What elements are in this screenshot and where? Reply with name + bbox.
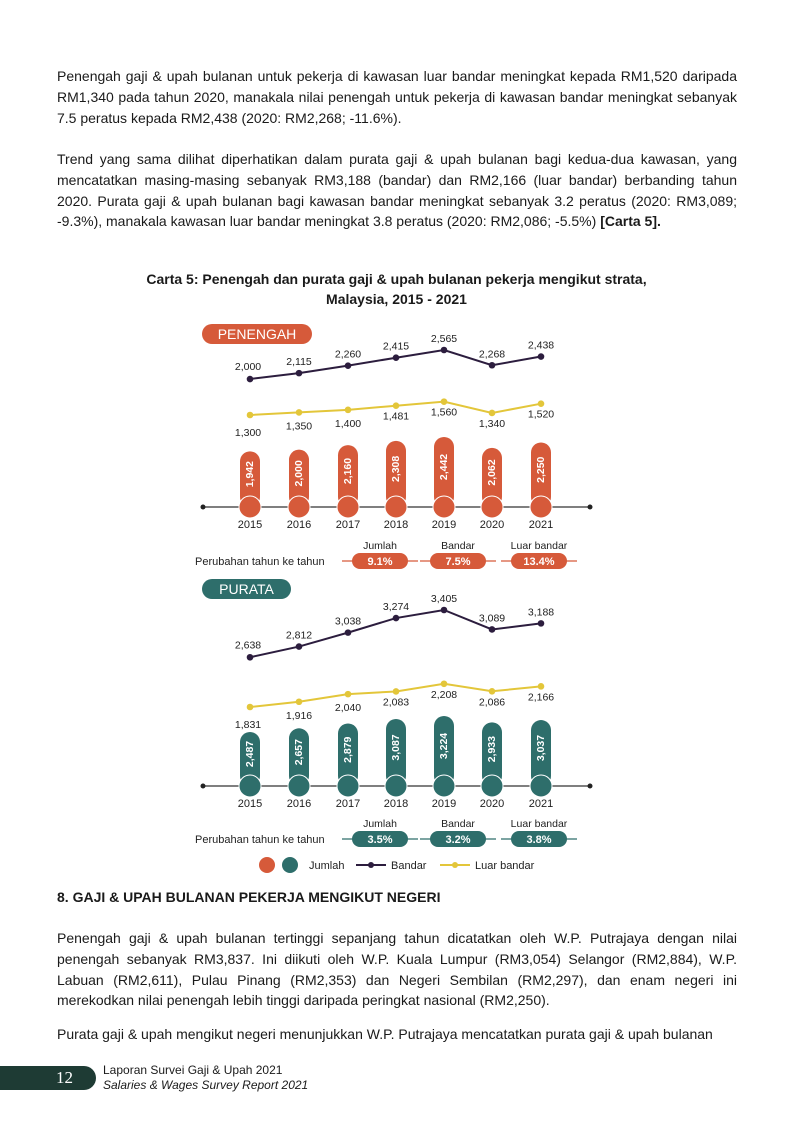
- bandar-point: [441, 607, 448, 614]
- yoy-value: 3.8%: [526, 834, 552, 846]
- luar-bandar-point: [489, 688, 496, 695]
- x-tick-label: 2015: [237, 798, 263, 810]
- luar-bandar-point: [538, 400, 545, 407]
- x-tick-label: 2021: [528, 519, 554, 531]
- luar-bandar-value-label: 2,086: [478, 696, 506, 709]
- bar-base-circle: [481, 496, 503, 518]
- axis-end-dot: [588, 784, 593, 789]
- yoy-header: Bandar: [441, 818, 475, 830]
- panel-label: PENENGAH: [217, 326, 297, 342]
- x-tick-label: 2018: [383, 519, 409, 531]
- luar-bandar-point: [247, 412, 254, 419]
- legend-luar-bandar-label: Luar bandar: [475, 860, 535, 872]
- luar-bandar-value-label: 2,040: [334, 702, 362, 715]
- luar-bandar-value-label: 2,166: [527, 691, 555, 704]
- yoy-header: Bandar: [441, 540, 475, 552]
- paragraph-mean-trend-text: Trend yang sama dilihat diperhatikan dalam purata gaji & upah bulanan bagi kedua-dua kawasan, yang mencatatkan masing-masing sebanyak RM3,188 (bandar) dan RM2,166 (luar bandar) berbanding tahun 2020. Purata gaji & upah bulanan bagi kawasan bandar meningkat sebanyak 3.2 peratus (2020: RM3,089; -9.3%), manakala kawasan luar bandar meningkat 3.8 peratus (2020: RM2,086; -5.5%): [57, 151, 737, 230]
- chart-title-line2: Malaysia, 2015 - 2021: [326, 291, 467, 307]
- bandar-value-label: 2,268: [478, 348, 506, 361]
- bandar-value-label: 3,089: [478, 612, 506, 625]
- bar-value-label: 2,933: [486, 736, 498, 763]
- chart-title-line1: Carta 5: Penengah dan purata gaji & upah bulanan pekerja mengikut strata,: [146, 271, 647, 287]
- x-tick-label: 2020: [479, 798, 505, 810]
- bar-base-circle: [239, 496, 261, 518]
- page-number: 12: [56, 1068, 73, 1087]
- yoy-value: 3.5%: [367, 834, 393, 846]
- bar-value-label: 2,442: [438, 453, 450, 481]
- legend-jumlah-median-swatch: [259, 857, 275, 873]
- bar-base-circle: [530, 775, 552, 797]
- yoy-header: Jumlah: [363, 818, 397, 830]
- yoy-label: Perubahan tahun ke tahun: [195, 834, 325, 846]
- bandar-value-label: 3,274: [382, 601, 410, 614]
- bandar-value-label: 2,260: [334, 348, 362, 361]
- luar-bandar-value-label: 1,481: [382, 410, 410, 423]
- footer-report-title: Laporan Survei Gaji & Upah 2021: [103, 1063, 283, 1077]
- yoy-header: Luar bandar: [510, 818, 568, 830]
- luar-bandar-point: [441, 680, 448, 687]
- bar-value-label: 2,000: [293, 460, 305, 487]
- bar-value-label: 2,250: [535, 456, 547, 483]
- footer-report-title-english: Salaries & Wages Survey Report 2021: [103, 1078, 309, 1092]
- bandar-point: [538, 353, 545, 360]
- bar-base-circle: [433, 775, 455, 797]
- luar-bandar-point: [538, 683, 545, 690]
- bar-value-label: 2,062: [486, 459, 498, 486]
- bar-value-label: 3,037: [535, 734, 547, 762]
- mean-chart: [0, 575, 793, 880]
- axis-end-dot: [588, 505, 593, 510]
- luar-bandar-point: [489, 410, 496, 417]
- x-tick-label: 2020: [479, 519, 505, 531]
- yoy-header: Jumlah: [363, 540, 397, 552]
- luar-bandar-value-label: 1,831: [234, 719, 262, 731]
- bandar-point: [296, 643, 303, 650]
- luar-bandar-point: [393, 688, 400, 695]
- median-chart: [0, 320, 793, 580]
- bar-base-circle: [288, 775, 310, 797]
- bandar-point: [296, 370, 303, 377]
- luar-bandar-value-label: 1,350: [285, 420, 313, 433]
- bandar-point: [247, 376, 254, 383]
- paragraph-mean-trend: [57, 149, 737, 232]
- bandar-point: [345, 629, 352, 636]
- axis-end-dot: [201, 784, 206, 789]
- luar-bandar-point: [393, 402, 400, 409]
- legend-bandar-dot: [368, 862, 374, 868]
- chart-reference: [Carta 5].: [600, 213, 661, 230]
- bandar-point: [393, 354, 400, 361]
- bar-value-label: 2,487: [244, 740, 256, 768]
- bar-base-circle: [433, 496, 455, 518]
- luar-bandar-value-label: 1,340: [478, 417, 506, 430]
- x-tick-label: 2021: [528, 798, 554, 810]
- luar-bandar-value-label: 2,208: [430, 688, 458, 701]
- bar-value-label: 3,224: [438, 732, 450, 760]
- section-heading: 8. GAJI & UPAH BULANAN PEKERJA MENGIKUT NEGERI: [57, 889, 441, 905]
- bandar-value-label: 3,038: [334, 615, 362, 628]
- paragraph-median-rural: Penengah gaji & upah bulanan untuk pekerja di kawasan luar bandar meningkat kepada RM1,520 daripada RM1,340 pada tahun 2020, manakala nilai penengah untuk pekerja di kawasan bandar meningkat sebanyak 7.5 peratus kepada RM2,438 (2020: RM2,268; -11.6%).: [57, 68, 737, 126]
- yoy-value: 13.4%: [523, 556, 555, 568]
- bandar-point: [345, 362, 352, 369]
- axis-end-dot: [201, 505, 206, 510]
- x-tick-label: 2016: [286, 798, 312, 810]
- bar-base-circle: [337, 775, 359, 797]
- luar-bandar-point: [441, 398, 448, 405]
- luar-bandar-value-label: 1,520: [527, 408, 555, 421]
- yoy-label: Perubahan tahun ke tahun: [195, 556, 325, 568]
- luar-bandar-value-label: 1,916: [285, 709, 313, 722]
- bar-value-label: 2,308: [390, 455, 402, 483]
- legend-jumlah-mean-swatch: [282, 857, 298, 873]
- bandar-value-label: 2,565: [430, 333, 458, 345]
- luar-bandar-value-label: 1,400: [334, 417, 362, 430]
- luar-bandar-point: [345, 407, 352, 414]
- bar-base-circle: [239, 775, 261, 797]
- bandar-value-label: 2,812: [285, 629, 313, 642]
- bandar-value-label: 3,188: [527, 606, 555, 619]
- chart-title: [100, 269, 693, 309]
- bar-value-label: 1,942: [244, 461, 256, 488]
- bar-value-label: 2,879: [342, 736, 354, 763]
- bandar-point: [538, 620, 545, 627]
- bar-value-label: 3,087: [390, 734, 402, 761]
- yoy-value: 9.1%: [367, 556, 393, 568]
- luar-bandar-value-label: 2,083: [382, 696, 410, 709]
- bandar-value-label: 3,405: [430, 593, 458, 605]
- x-tick-label: 2019: [431, 519, 457, 531]
- yoy-header: Luar bandar: [510, 540, 568, 552]
- bandar-point: [489, 362, 496, 369]
- bar-base-circle: [481, 775, 503, 797]
- x-tick-label: 2017: [335, 798, 361, 810]
- bandar-point: [441, 347, 448, 354]
- luar-bandar-point: [296, 409, 303, 416]
- bar-base-circle: [288, 496, 310, 518]
- luar-bandar-point: [345, 691, 352, 698]
- bar-base-circle: [337, 496, 359, 518]
- yoy-value: 7.5%: [445, 556, 471, 568]
- bandar-point: [393, 615, 400, 622]
- luar-bandar-value-label: 1,300: [234, 427, 262, 439]
- bandar-value-label: 2,000: [234, 361, 262, 374]
- bar-base-circle: [385, 775, 407, 797]
- x-tick-label: 2019: [431, 798, 457, 810]
- luar-bandar-point: [296, 698, 303, 705]
- bandar-point: [489, 626, 496, 633]
- legend-jumlah-label: Jumlah: [309, 860, 345, 872]
- bandar-value-label: 2,438: [527, 339, 555, 352]
- legend-bandar-label: Bandar: [391, 860, 427, 872]
- luar-bandar-value-label: 1,560: [430, 406, 458, 419]
- bar-base-circle: [530, 496, 552, 518]
- bandar-point: [247, 654, 254, 661]
- paragraph-state-mean: Purata gaji & upah mengikut negeri menunjukkan W.P. Putrajaya mencatatkan purata gaji & upah bulanan: [57, 1026, 713, 1042]
- x-tick-label: 2017: [335, 519, 361, 531]
- bandar-value-label: 2,415: [382, 340, 410, 353]
- x-tick-label: 2018: [383, 798, 409, 810]
- bar-base-circle: [385, 496, 407, 518]
- bar-value-label: 2,160: [342, 457, 354, 485]
- bandar-value-label: 2,638: [234, 639, 262, 652]
- panel-label: PURATA: [219, 581, 274, 597]
- yoy-value: 3.2%: [445, 834, 471, 846]
- luar-bandar-point: [247, 704, 254, 711]
- bandar-value-label: 2,115: [286, 356, 312, 369]
- bar-value-label: 2,657: [293, 739, 305, 766]
- x-tick-label: 2015: [237, 519, 263, 531]
- paragraph-state-median: Penengah gaji & upah bulanan tertinggi sepanjang tahun dicatatkan oleh W.P. Putrajaya dengan nilai penengah sebanyak RM3,837. Ini diikuti oleh W.P. Kuala Lumpur (RM3,054) Selangor (RM2,884), W.P. Labuan (RM2,611), Pulau Pinang (RM2,353) dan Negeri Sembilan (RM2,297), dan enam negeri ini merekodkan nilai penengah lebih tinggi daripada peringkat nasional (RM2,250).: [57, 930, 737, 1009]
- legend-luar-bandar-dot: [452, 862, 458, 868]
- x-tick-label: 2016: [286, 519, 312, 531]
